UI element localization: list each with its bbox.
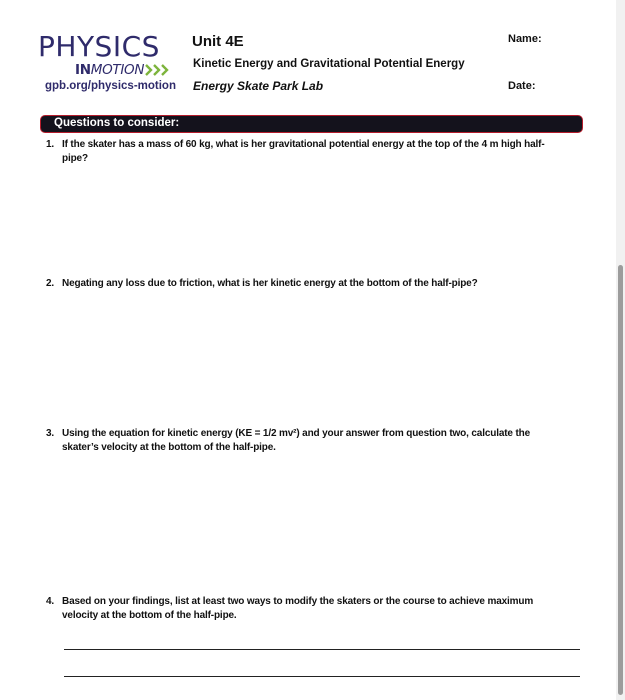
question-number: 1. bbox=[46, 139, 55, 150]
vertical-scrollbar[interactable] bbox=[616, 0, 625, 700]
question-number: 2. bbox=[46, 278, 55, 289]
section-title: Questions to consider: bbox=[54, 117, 180, 129]
question-number: 4. bbox=[46, 596, 55, 607]
answer-line bbox=[64, 649, 580, 650]
chevron-arrows-icon bbox=[145, 64, 171, 76]
lab-title: Energy Skate Park Lab bbox=[193, 79, 324, 93]
answer-line bbox=[64, 676, 580, 677]
logo-url[interactable]: gpb.org/physics-motion bbox=[45, 80, 176, 92]
physics-in-motion-logo bbox=[38, 30, 160, 78]
unit-title: Unit 4E bbox=[192, 33, 244, 50]
logo-in-text: IN bbox=[75, 62, 91, 78]
question-text: Based on your findings, list at least two ways to modify the skaters or the course to achieve maximum velocity at the bottom of the half-pipe. bbox=[62, 596, 534, 621]
logo-physics-text: PHYSICS bbox=[38, 30, 160, 63]
question-number: 3. bbox=[46, 428, 55, 439]
worksheet-subtitle: Kinetic Energy and Gravitational Potential Energy bbox=[193, 58, 465, 70]
questions-section-header bbox=[40, 115, 583, 133]
scrollbar-thumb[interactable] bbox=[618, 265, 623, 695]
question-text: Using the equation for kinetic energy (KE = 1/2 mv²) and your answer from question two, calculate the skater’s velocity at the bottom of the half-pipe. bbox=[62, 428, 531, 453]
date-field-label: Date: bbox=[508, 80, 536, 92]
question-text: Negating any loss due to friction, what is her kinetic energy at the bottom of the half-pipe? bbox=[62, 278, 478, 289]
question-text: If the skater has a mass of 60 kg, what is her gravitational potential energy at the top of the 4 m high half-pipe? bbox=[62, 139, 545, 164]
logo-motion-text: MOTION bbox=[90, 62, 145, 78]
logo-motion-row bbox=[75, 61, 171, 79]
name-field-label: Name: bbox=[508, 33, 542, 45]
